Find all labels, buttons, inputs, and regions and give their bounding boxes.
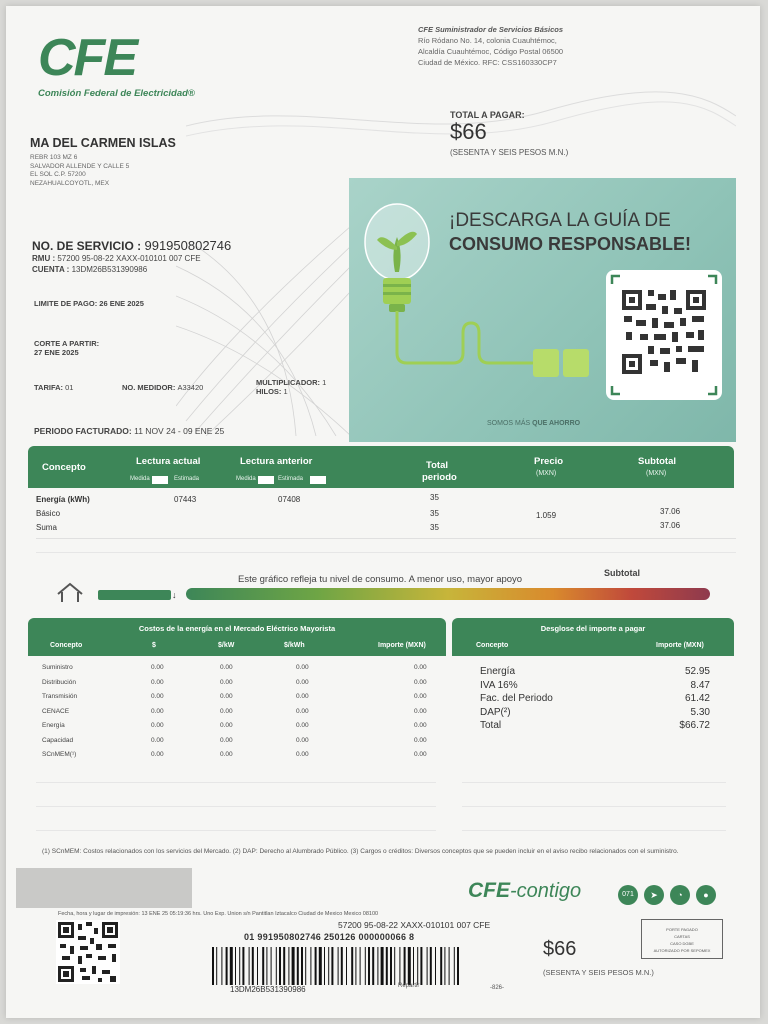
stamp-line: AUTORIZADO POR SEPOMEX xyxy=(653,948,711,953)
row-anterior: 07408 xyxy=(278,495,301,504)
banner-footer-bold: QUE AHORRO xyxy=(532,420,581,427)
multiplier-value: 1 xyxy=(322,378,327,387)
market-row-value: 0.00 xyxy=(296,693,309,700)
consumption-table-header xyxy=(28,446,734,488)
market-row-value: 0.00 xyxy=(414,678,427,686)
arrow-down-icon: ↓ xyxy=(172,590,177,600)
rmu-value: 57200 95-08-22 XAXX-010101 007 CFE xyxy=(57,254,201,263)
service-number: 991950802746 xyxy=(144,238,232,253)
market-row-value: 0.00 xyxy=(414,707,427,715)
market-row-value: 0.00 xyxy=(220,678,233,686)
reference-line-1: 57200 95-08-22 XAXX-010101 007 CFE xyxy=(338,920,491,930)
br-col-concepto: Concepto xyxy=(476,642,509,649)
breakdown-title: Desglose del importe a pagar xyxy=(540,624,646,633)
divider xyxy=(462,782,726,783)
row-total: 35 xyxy=(430,509,439,518)
service-number-line xyxy=(32,238,352,253)
market-row-value: 0.00 xyxy=(151,751,164,758)
breakdown-row-importe: 52.95 xyxy=(684,666,710,677)
barcode-text: 13DM26B531390986 xyxy=(230,985,306,994)
cuenta-value: 13DM26B531390986 xyxy=(71,265,148,274)
banner-heading-line1: ¡DESCARGA LA GUÍA DE xyxy=(449,210,671,231)
br-col-importe: Importe (MXN) xyxy=(656,642,704,649)
gauge-description: Este gráfico refleja tu nivel de consumo. A menor uso, mayor apoyo xyxy=(238,574,523,585)
brand-prefix: CFE xyxy=(468,879,510,902)
breakdown-row-concepto: Energía xyxy=(480,666,516,677)
wires-value: 1 xyxy=(283,387,288,396)
banner-footer xyxy=(487,420,580,427)
divider xyxy=(36,538,736,539)
col-precio: Precio xyxy=(534,456,564,467)
bottom-amount-words: (SESENTA Y SEIS PESOS M.N.) xyxy=(543,968,654,977)
cutoff-date: 27 ENE 2025 xyxy=(34,348,79,357)
breakdown-row-concepto: IVA 16% xyxy=(480,679,518,691)
billing-period-label: PERIODO FACTURADO: xyxy=(34,426,132,436)
reference-line-2: 01 991950802746 250126 000000066 8 xyxy=(244,932,415,942)
gray-block xyxy=(16,868,192,908)
market-row-value: 0.00 xyxy=(296,736,309,744)
address-line: EL SOL C.P. 57200 xyxy=(30,171,86,178)
checkbox-estimada-anterior xyxy=(310,476,326,484)
cable-icon xyxy=(393,303,613,383)
bill-page xyxy=(6,6,760,1018)
cutoff-label: CORTE A PARTIR: xyxy=(34,339,100,348)
rmu-label: RMU : xyxy=(32,254,56,263)
row-total: 35 xyxy=(430,493,439,502)
total-label: TOTAL A PAGAR: xyxy=(450,110,525,120)
market-row-value: 0.00 xyxy=(151,722,164,729)
row-subtotal: 37.06 xyxy=(660,521,681,530)
checkbox-medida-anterior xyxy=(258,476,274,484)
customer-name: MA DEL CARMEN ISLAS xyxy=(30,136,176,150)
market-row-value: 0.00 xyxy=(220,751,233,758)
market-row-value: 0.00 xyxy=(151,693,164,700)
repartir-label: Repartir xyxy=(398,983,420,989)
total-to-pay xyxy=(450,110,730,157)
divider xyxy=(462,806,726,807)
col-lectura-actual: Lectura actual xyxy=(136,456,201,467)
tariff-value: 01 xyxy=(65,383,74,392)
consumption-gauge-bar xyxy=(186,588,710,600)
icon-071-label: 071 xyxy=(622,891,634,898)
col-estimada-anterior: Estimada xyxy=(278,476,304,482)
col-concepto: Concepto xyxy=(42,462,86,473)
customer-address xyxy=(30,154,340,188)
postage-stamp xyxy=(641,919,723,959)
row-subtotal: 37.06 xyxy=(660,507,681,516)
breakdown-row-importe: 8.47 xyxy=(690,679,710,691)
qr-code-icon xyxy=(606,270,722,400)
print-note: Fecha, hora y lugar de impresión: 13 ENE 25 05:19:36 hrs. Uno Exp. Union s/n Pantitlan Iztacalco Ciudad de Mexico Mexico 08100 xyxy=(58,911,379,917)
divider xyxy=(462,830,726,831)
page-code: -826- xyxy=(490,985,505,991)
billing-period xyxy=(34,426,224,436)
logo-text: CFE xyxy=(38,29,136,87)
meter xyxy=(122,383,203,392)
checkbox-medida-actual xyxy=(152,476,168,484)
market-row-value: 0.00 xyxy=(414,736,427,744)
market-row-value: 0.00 xyxy=(414,751,427,758)
supplier-line: Ciudad de México. RFC: CSS160330CP7 xyxy=(418,58,557,67)
rmu-line xyxy=(32,253,352,264)
cuenta-line xyxy=(32,264,352,275)
supplier-line: CFE Suministrador de Servicios Básicos xyxy=(418,25,564,34)
qr-code-card[interactable] xyxy=(606,270,722,400)
breakdown-row-concepto: DAP(²) xyxy=(480,706,511,718)
col-medida-anterior: Medida xyxy=(236,476,256,482)
service-label: NO. DE SERVICIO : xyxy=(32,239,142,253)
tariff xyxy=(34,383,73,392)
market-row-value: 0.00 xyxy=(220,707,233,715)
telegram-icon[interactable]: ➤ xyxy=(644,885,664,905)
total-amount: $66 xyxy=(450,119,487,144)
payment-deadline: LIMITE DE PAGO: 26 ENE 2025 xyxy=(34,299,144,308)
col-subtotal: Subtotal xyxy=(638,456,676,467)
market-row-value: 0.00 xyxy=(220,736,233,744)
gauge-subtotal-label: Subtotal xyxy=(604,568,640,578)
address-line: REBR 103 MZ 6 xyxy=(30,154,78,161)
divider xyxy=(36,806,436,807)
wires-label: HILOS: xyxy=(256,387,282,396)
row-actual: 07443 xyxy=(174,495,197,504)
address-line: SALVADOR ALLENDE Y CALLE 5 xyxy=(30,162,130,170)
row-concepto: Energía (kWh) xyxy=(36,495,90,504)
mk-col-kw: $/kW xyxy=(218,642,235,649)
cuenta-label: CUENTA : xyxy=(32,265,70,274)
breakdown-row-importe: 61.42 xyxy=(684,693,710,704)
market-row-value: 0.00 xyxy=(220,664,233,671)
row-concepto: Suma xyxy=(36,523,57,532)
col-total: Total xyxy=(426,460,448,471)
cfe-contigo-logo: CFE-contigo xyxy=(468,879,582,902)
market-row-value: 0.00 xyxy=(151,678,164,686)
col-lectura-anterior: Lectura anterior xyxy=(240,456,313,467)
col-subtotal-unit: (MXN) xyxy=(646,470,667,477)
multiplier xyxy=(256,378,326,396)
market-row-value: 0.00 xyxy=(414,664,427,671)
market-row-value: 0.00 xyxy=(220,722,233,729)
row-precio: 1.059 xyxy=(536,511,557,520)
barcode xyxy=(210,947,462,985)
customer-info xyxy=(30,136,340,188)
footnote: (1) SCnMEM: Costos relacionados con los servicios del Mercado. (2) DAP: Derecho al Alumbrado Público. (3) Cargos o créditos: Diversos conceptos que se pueden incluir en el aviso recibo relacionados con el suministro. xyxy=(42,848,679,855)
market-row-value: 0.00 xyxy=(296,751,309,758)
mk-col-dollar: $ xyxy=(152,642,156,649)
market-row-value: 0.00 xyxy=(414,693,427,700)
market-row-value: 0.00 xyxy=(296,722,309,729)
mk-col-concepto: Concepto xyxy=(50,642,83,649)
mk-col-kwh: $/kWh xyxy=(284,642,305,649)
stamp-line: PORTE PAGADO xyxy=(666,927,698,932)
market-row-value: 0.00 xyxy=(414,722,427,729)
divider xyxy=(36,830,436,831)
brand-suffix: contigo xyxy=(516,880,582,902)
market-row-concepto: Distribución xyxy=(42,678,76,686)
billing-period-value: 11 NOV 24 - 09 ENE 25 xyxy=(134,426,225,436)
house-icon xyxy=(54,580,90,604)
meter-value: A33420 xyxy=(177,383,204,392)
stamp-line: CARTAS xyxy=(674,934,690,939)
qr-code-small-icon xyxy=(56,920,120,984)
total-amount-words: (SESENTA Y SEIS PESOS M.N.) xyxy=(450,148,569,157)
market-costs-title: Costos de la energía en el Mercado Eléctrico Mayorista xyxy=(138,624,336,633)
market-row-value: 0.00 xyxy=(151,707,164,715)
market-row-concepto: Transmisión xyxy=(42,693,78,700)
market-row-value: 0.00 xyxy=(151,664,164,671)
logo-subtitle: Comisión Federal de Electricidad® xyxy=(38,88,195,99)
gauge-current-level xyxy=(98,590,171,600)
divider xyxy=(36,782,436,783)
market-row-value: 0.00 xyxy=(296,707,309,715)
market-row-concepto: Suministro xyxy=(42,664,73,671)
location-icon[interactable]: ● xyxy=(696,885,716,905)
address-line: NEZAHUALCOYOTL, MEX xyxy=(30,179,110,187)
market-row-value: 0.00 xyxy=(296,664,309,671)
breakdown-header xyxy=(452,618,734,656)
banner-footer-prefix: SOMOS MÁS xyxy=(487,420,531,427)
col-precio-unit: (MXN) xyxy=(536,470,557,477)
meter-label: NO. MEDIDOR: xyxy=(122,383,176,392)
cutoff xyxy=(34,339,99,357)
market-row-value: 0.00 xyxy=(296,678,309,686)
supplier-line: Río Ródano No. 14, colonia Cuauhtémoc, xyxy=(418,36,557,45)
bottom-amount: $66 xyxy=(543,938,577,960)
phone-071-icon[interactable] xyxy=(618,885,638,905)
app-icon[interactable]: ◔ xyxy=(670,885,690,905)
stamp-line: CASO DGBE xyxy=(670,941,694,946)
tariff-label: TARIFA: xyxy=(34,383,64,392)
col-estimada-actual: Estimada xyxy=(174,476,200,482)
row-concepto: Básico xyxy=(36,509,61,518)
breakdown-row-concepto: Total xyxy=(480,720,502,731)
row-total: 35 xyxy=(430,523,439,532)
breakdown-row-importe: 5.30 xyxy=(690,706,710,718)
market-costs-header xyxy=(28,618,446,656)
col-medida-actual: Medida xyxy=(130,476,150,482)
divider xyxy=(36,552,736,553)
market-row-concepto: Capacidad xyxy=(42,736,74,744)
breakdown-row-importe: $66.72 xyxy=(679,720,710,731)
market-row-value: 0.00 xyxy=(151,736,164,744)
mk-col-importe: Importe (MXN) xyxy=(378,642,426,649)
col-periodo: periodo xyxy=(422,472,457,483)
promo-banner[interactable] xyxy=(349,178,736,442)
breakdown-row-concepto: Fac. del Periodo xyxy=(480,693,553,704)
market-row-value: 0.00 xyxy=(220,693,233,700)
supplier-line: Alcaldía Cuauhtémoc, Código Postal 06500 xyxy=(418,47,564,56)
market-row-concepto: Energía xyxy=(42,722,65,729)
multiplier-label: MULTIPLICADOR: xyxy=(256,378,321,387)
market-row-concepto: CENACE xyxy=(42,707,70,715)
supplier-info xyxy=(418,24,738,68)
service-info xyxy=(32,238,352,275)
market-row-concepto: SCnMEM(¹) xyxy=(42,751,77,758)
banner-heading-line2: CONSUMO RESPONSABLE! xyxy=(449,234,692,254)
